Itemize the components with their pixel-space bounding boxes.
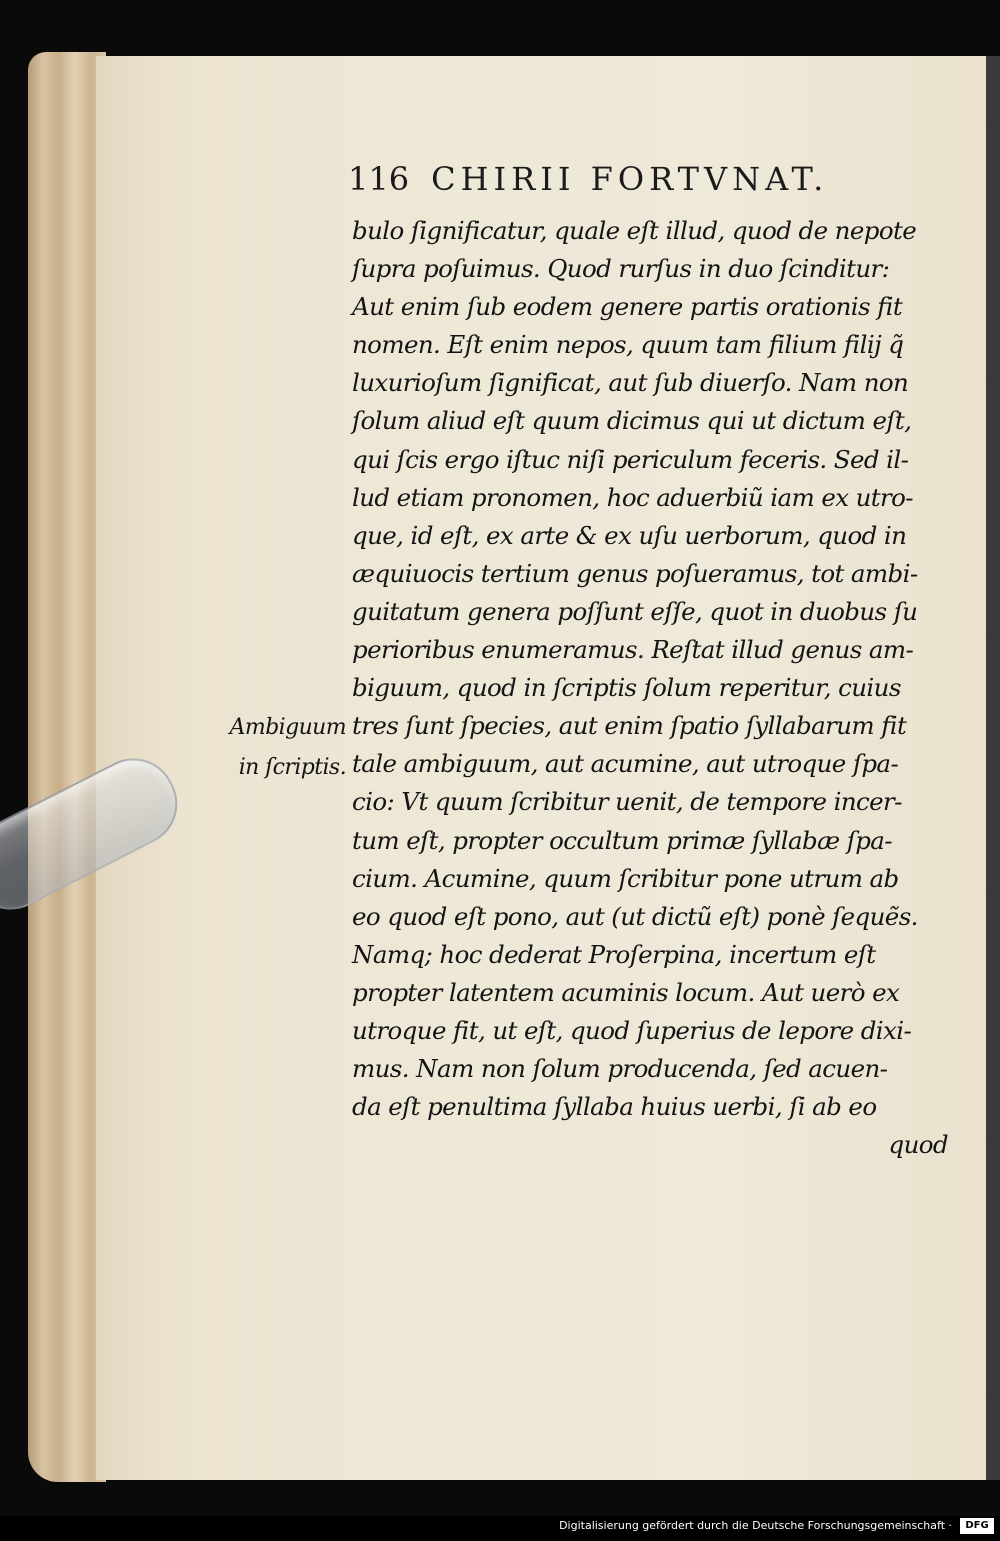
text-line: Namq; hoc dederat Proſerpina, incertum eſt xyxy=(352,939,876,969)
text-line: da eſt penultima ſyllaba huius uerbi, ſi ab eo xyxy=(352,1092,877,1122)
text-line: tale ambiguum, aut acumine, aut utroque ſpa- xyxy=(352,749,899,779)
text-line: luxurioſum ſignificat, aut ſub diuerſo. Nam non xyxy=(352,368,909,398)
text-line: propter latentem acuminis locum. Aut uerò ex xyxy=(352,977,900,1007)
text-line: Aut enim ſub eodem genere partis orationis fit xyxy=(352,292,903,322)
page-number: 116 xyxy=(348,160,410,198)
binding-edge xyxy=(986,56,1000,1480)
text-line: eo quod eſt pono, aut (ut dictũ eſt) ponè ſequẽs. xyxy=(352,901,918,931)
text-line: nomen. Eſt enim nepos, quum tam filium filij q̃ xyxy=(352,330,904,360)
dfg-logo: DFG xyxy=(960,1518,994,1534)
text-line: guitatum genera poſſunt eſſe, quot in duobus ſu xyxy=(352,596,918,626)
text-line: lud etiam pronomen, hoc aduerbiũ iam ex utro- xyxy=(352,482,913,512)
text-line: ſupra poſuimus. Quod rurſus in duo ſcinditur: xyxy=(352,254,890,284)
text-line: bulo ſignificatur, quale eſt illud, quod de nepote xyxy=(352,216,917,245)
book-page-edges xyxy=(28,52,106,1482)
margin-note xyxy=(212,708,346,788)
text-line: qui ſcis ergo iſtuc niſi periculum feceris. Sed il- xyxy=(352,444,909,474)
funding-credit: Digitalisierung gefördert durch die Deutsche Forschungsgemeinschaft · xyxy=(559,1519,952,1532)
text-line: cio: Vt quum ſcribitur uenit, de tempore incer- xyxy=(352,787,902,817)
text-line: ſolum aliud eſt quum dicimus qui ut dictum eſt, xyxy=(352,406,912,436)
main-text-block xyxy=(352,212,952,1164)
text-line: perioribus enumeramus. Reſtat illud genus am- xyxy=(352,635,914,665)
text-line: cium. Acumine, quum ſcribitur pone utrum ab xyxy=(352,863,899,893)
text-line: que, id eſt, ex arte & ex uſu uerborum, quod in xyxy=(352,520,907,550)
text-line: tum eſt, propter occultum primæ ſyllabæ ſpa- xyxy=(352,825,892,855)
margin-note-line: in ſcriptis. xyxy=(238,755,346,780)
bleed-through-marks xyxy=(200,424,336,458)
text-line: utroque fit, ut eſt, quod ſuperius de lepore dixi- xyxy=(352,1015,912,1045)
catchword: quod xyxy=(888,1130,948,1160)
margin-note-line: Ambiguum xyxy=(229,715,346,740)
text-line: tres ſunt ſpecies, aut enim ſpatio ſyllabarum fit xyxy=(352,711,907,741)
running-header xyxy=(348,160,828,198)
text-line: mus. Nam non ſolum producenda, ſed acuen- xyxy=(352,1054,888,1084)
text-line: biguum, quod in ſcriptis ſolum reperitur, cuius xyxy=(352,673,901,703)
running-title: CHIRII FORTVNAT. xyxy=(431,160,829,198)
text-line: æquiuocis tertium genus poſueramus, tot ambi- xyxy=(352,558,918,588)
